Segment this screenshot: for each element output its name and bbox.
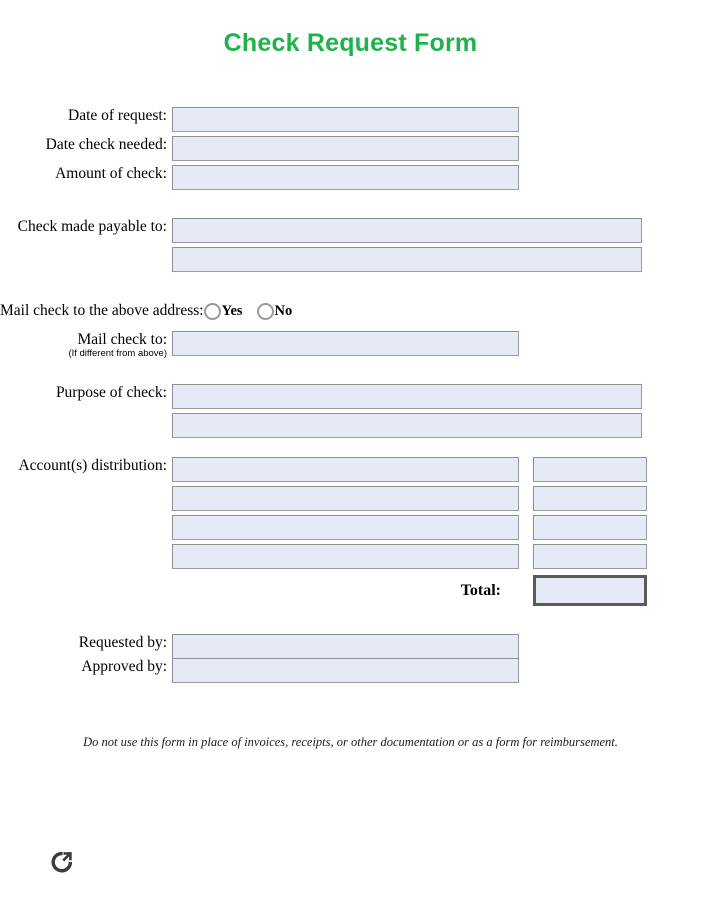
account-amount-input-2[interactable] — [533, 486, 647, 511]
radio-no-label: No — [274, 302, 293, 319]
field-row-mail-check-to — [0, 331, 519, 359]
field-row-requested-by — [0, 634, 519, 659]
account-amount-input-1[interactable] — [533, 457, 647, 482]
mail-check-above-address-group — [0, 302, 306, 320]
mail-check-to-input[interactable] — [172, 331, 519, 356]
label-mail-check-above-address: Mail check to the above address: — [0, 302, 204, 319]
label-mail-check-to-text: Mail check to: — [77, 331, 167, 348]
field-row-date-check-needed — [0, 136, 519, 161]
purpose-of-check-line2-input[interactable] — [172, 413, 642, 438]
label-total: Total: — [460, 582, 501, 599]
label-approved-by: Approved by: — [81, 658, 167, 675]
approved-by-input[interactable] — [172, 658, 519, 683]
page-title: Check Request Form — [223, 29, 478, 57]
purpose-of-check-inputs — [172, 384, 642, 438]
account-input-2[interactable] — [172, 486, 519, 511]
label-mail-check-to-sublabel: (If different from above) — [68, 348, 167, 359]
label-mail-check-to — [0, 331, 172, 359]
amount-of-check-input[interactable] — [172, 165, 519, 190]
check-made-payable-to-inputs — [172, 218, 642, 272]
purpose-of-check-line1-input[interactable] — [172, 384, 642, 409]
check-made-payable-to-line1-input[interactable] — [172, 218, 642, 243]
field-row-accounts-distribution — [0, 457, 647, 606]
date-check-needed-input[interactable] — [172, 136, 519, 161]
label-accounts-distribution: Account(s) distribution: — [18, 457, 167, 474]
field-row-mail-check-above-address — [0, 302, 306, 320]
label-requested-by: Requested by: — [78, 634, 167, 651]
radio-yes[interactable] — [204, 303, 221, 320]
account-amount-input-4[interactable] — [533, 544, 647, 569]
label-purpose-of-check: Purpose of check: — [55, 384, 167, 401]
label-check-made-payable-to: Check made payable to: — [17, 218, 167, 235]
radio-no[interactable] — [257, 303, 274, 320]
field-row-date-of-request — [0, 107, 519, 132]
field-row-purpose-of-check — [0, 384, 642, 438]
label-date-of-request: Date of request: — [68, 107, 167, 124]
accounts-distribution-row — [172, 544, 647, 569]
label-date-check-needed: Date check needed: — [45, 136, 167, 153]
field-row-amount-of-check — [0, 165, 519, 190]
total-input[interactable] — [533, 575, 647, 606]
account-amount-input-3[interactable] — [533, 515, 647, 540]
accounts-distribution-row — [172, 486, 647, 511]
label-amount-of-check: Amount of check: — [55, 165, 167, 182]
account-input-1[interactable] — [172, 457, 519, 482]
accounts-distribution-row — [172, 457, 647, 482]
date-of-request-input[interactable] — [172, 107, 519, 132]
account-input-3[interactable] — [172, 515, 519, 540]
total-row — [172, 575, 647, 606]
accounts-distribution-row — [172, 515, 647, 540]
requested-by-input[interactable] — [172, 634, 519, 659]
circular-arrow-logo-icon — [50, 850, 74, 874]
accounts-distribution-rows — [172, 457, 647, 606]
field-row-approved-by — [0, 658, 519, 683]
footer-disclaimer: Do not use this form in place of invoices, receipts, or other documentation or as a form for reimbursement. — [83, 735, 618, 749]
radio-yes-label: Yes — [221, 302, 243, 319]
field-row-check-made-payable-to — [0, 218, 642, 272]
check-made-payable-to-line2-input[interactable] — [172, 247, 642, 272]
account-input-4[interactable] — [172, 544, 519, 569]
